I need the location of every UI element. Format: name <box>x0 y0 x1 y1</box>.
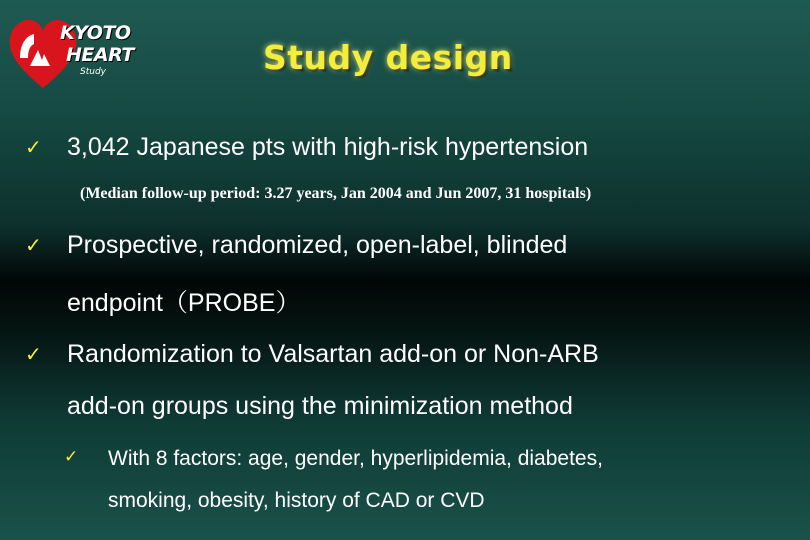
bullet-1-line-1: 3,042 Japanese pts with high-risk hypertension <box>67 133 589 161</box>
logo-word-kyoto: KYOTO <box>60 22 131 44</box>
check-icon: ✓ <box>64 447 79 467</box>
sub-bullet-line-1: With 8 factors: age, gender, hyperlipidemia, diabetes, <box>108 447 603 470</box>
bullet-3-line-1: Randomization to Valsartan add-on or Non-ARB <box>67 340 599 368</box>
check-icon: ✓ <box>25 342 42 366</box>
check-icon: ✓ <box>25 233 42 257</box>
bullet-3-line-2: add-on groups using the minimization method <box>67 392 573 420</box>
logo-word-heart: HEART <box>66 44 134 66</box>
slide-title: Study design <box>263 38 513 77</box>
check-icon: ✓ <box>25 135 42 159</box>
bullet-2-line-2: endpoint（PROBE） <box>67 289 301 317</box>
logo-word-study: Study <box>80 67 106 77</box>
bullet-2-line-1: Prospective, randomized, open-label, blinded <box>67 231 568 259</box>
bullet-1-note: (Median follow-up period: 3.27 years, Jan 2004 and Jun 2007, 31 hospitals) <box>80 185 592 202</box>
sub-bullet-line-2: smoking, obesity, history of CAD or CVD <box>108 489 485 512</box>
kyoto-heart-logo <box>8 14 138 94</box>
